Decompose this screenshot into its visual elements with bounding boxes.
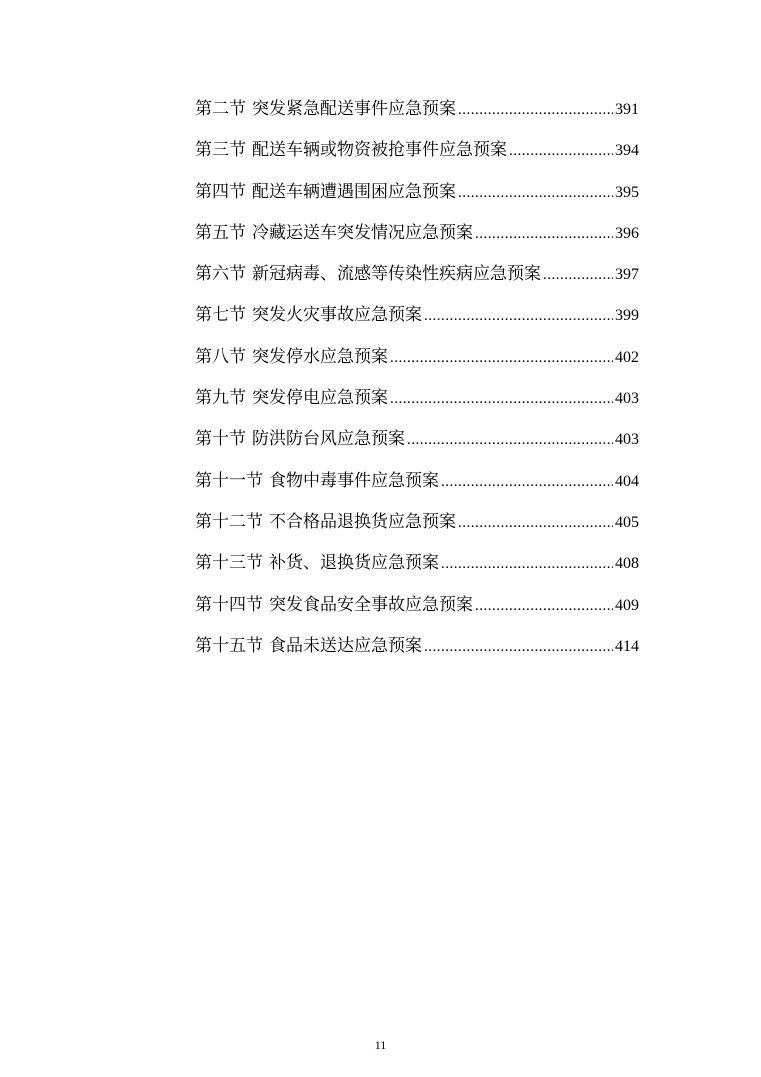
- toc-entry[interactable]: [195, 258, 639, 299]
- toc-entry-title: 食品未送达应急预案: [269, 635, 422, 656]
- toc-entry[interactable]: [195, 506, 639, 547]
- toc-entry-title: 配送车辆遭遇围困应急预案: [252, 181, 456, 202]
- toc-section-number: 第六节: [195, 264, 246, 285]
- toc-section-number: 第十二节: [195, 511, 263, 532]
- toc-entry-title: 配送车辆或物资被抢事件应急预案: [252, 140, 507, 161]
- toc-section-number: 第四节: [195, 181, 246, 202]
- toc-entry[interactable]: [195, 134, 639, 175]
- toc-dot-leader: [390, 383, 613, 415]
- toc-dot-leader: [424, 631, 613, 663]
- toc-page-number: 403: [615, 390, 639, 408]
- toc-entry[interactable]: [195, 176, 639, 217]
- toc-entry-title: 食物中毒事件应急预案: [269, 470, 439, 491]
- toc-page-number: 394: [615, 142, 639, 160]
- toc-dot-leader: [509, 135, 613, 167]
- toc-dot-leader: [458, 507, 613, 539]
- toc-dot-leader: [441, 466, 613, 498]
- toc-section-number: 第十五节: [195, 635, 263, 656]
- toc-page-number: 403: [615, 431, 639, 449]
- toc-section-number: 第二节: [195, 99, 246, 119]
- toc-dot-leader: [543, 259, 613, 291]
- toc-section-number: 第八节: [195, 346, 246, 367]
- toc-entry[interactable]: [195, 299, 639, 340]
- toc-dot-leader: [390, 342, 613, 374]
- toc-dot-leader: [424, 300, 613, 332]
- toc-entry[interactable]: [195, 217, 639, 258]
- toc-entry-title: 不合格品退换货应急预案: [269, 511, 456, 532]
- toc-entry-title: 冷藏运送车突发情况应急预案: [252, 222, 473, 243]
- table-of-contents: [195, 93, 639, 671]
- toc-entry-title: 突发火灾事故应急预案: [252, 305, 422, 326]
- toc-entry[interactable]: [195, 93, 639, 134]
- toc-entry[interactable]: [195, 465, 639, 506]
- toc-page-number: 405: [615, 513, 639, 531]
- toc-entry-title: 补货、退换货应急预案: [269, 553, 439, 574]
- toc-section-number: 第十三节: [195, 553, 263, 574]
- toc-entry-title: 突发停水应急预案: [252, 346, 388, 367]
- toc-entry[interactable]: [195, 341, 639, 382]
- page-number: 11: [374, 1038, 387, 1052]
- toc-entry-title: 突发停电应急预案: [252, 388, 388, 409]
- toc-page-number: 399: [615, 307, 639, 325]
- toc-dot-leader: [475, 218, 613, 250]
- toc-entry[interactable]: [195, 423, 639, 464]
- toc-page-number: 397: [615, 266, 639, 284]
- toc-entry[interactable]: [195, 589, 639, 630]
- toc-page-number: 395: [615, 183, 639, 201]
- toc-section-number: 第十一节: [195, 470, 263, 491]
- toc-dot-leader: [458, 94, 613, 126]
- toc-section-number: 第九节: [195, 388, 246, 409]
- toc-entry-title: 突发紧急配送事件应急预案: [252, 99, 456, 119]
- toc-entry-title: 突发食品安全事故应急预案: [269, 594, 473, 615]
- toc-section-number: 第十四节: [195, 594, 263, 615]
- toc-section-number: 第五节: [195, 222, 246, 243]
- toc-entry[interactable]: [195, 382, 639, 423]
- toc-section-number: 第七节: [195, 305, 246, 326]
- toc-page-number: 396: [615, 224, 639, 242]
- toc-entry[interactable]: [195, 547, 639, 588]
- toc-dot-leader: [441, 548, 613, 580]
- toc-dot-leader: [407, 424, 613, 456]
- toc-page-number: 404: [615, 472, 639, 490]
- toc-dot-leader: [458, 177, 613, 209]
- toc-page-number: 408: [615, 555, 639, 573]
- toc-dot-leader: [475, 590, 613, 622]
- toc-entry-title: 新冠病毒、流感等传染性疾病应急预案: [252, 264, 541, 285]
- toc-section-number: 第十节: [195, 429, 246, 450]
- toc-section-number: 第三节: [195, 140, 246, 161]
- toc-entry-title: 防洪防台风应急预案: [252, 429, 405, 450]
- toc-page-number: 402: [615, 348, 639, 366]
- toc-page-number: 414: [615, 637, 639, 655]
- toc-page-number: 391: [615, 101, 639, 118]
- toc-page-number: 409: [615, 596, 639, 614]
- toc-entry[interactable]: [195, 630, 639, 671]
